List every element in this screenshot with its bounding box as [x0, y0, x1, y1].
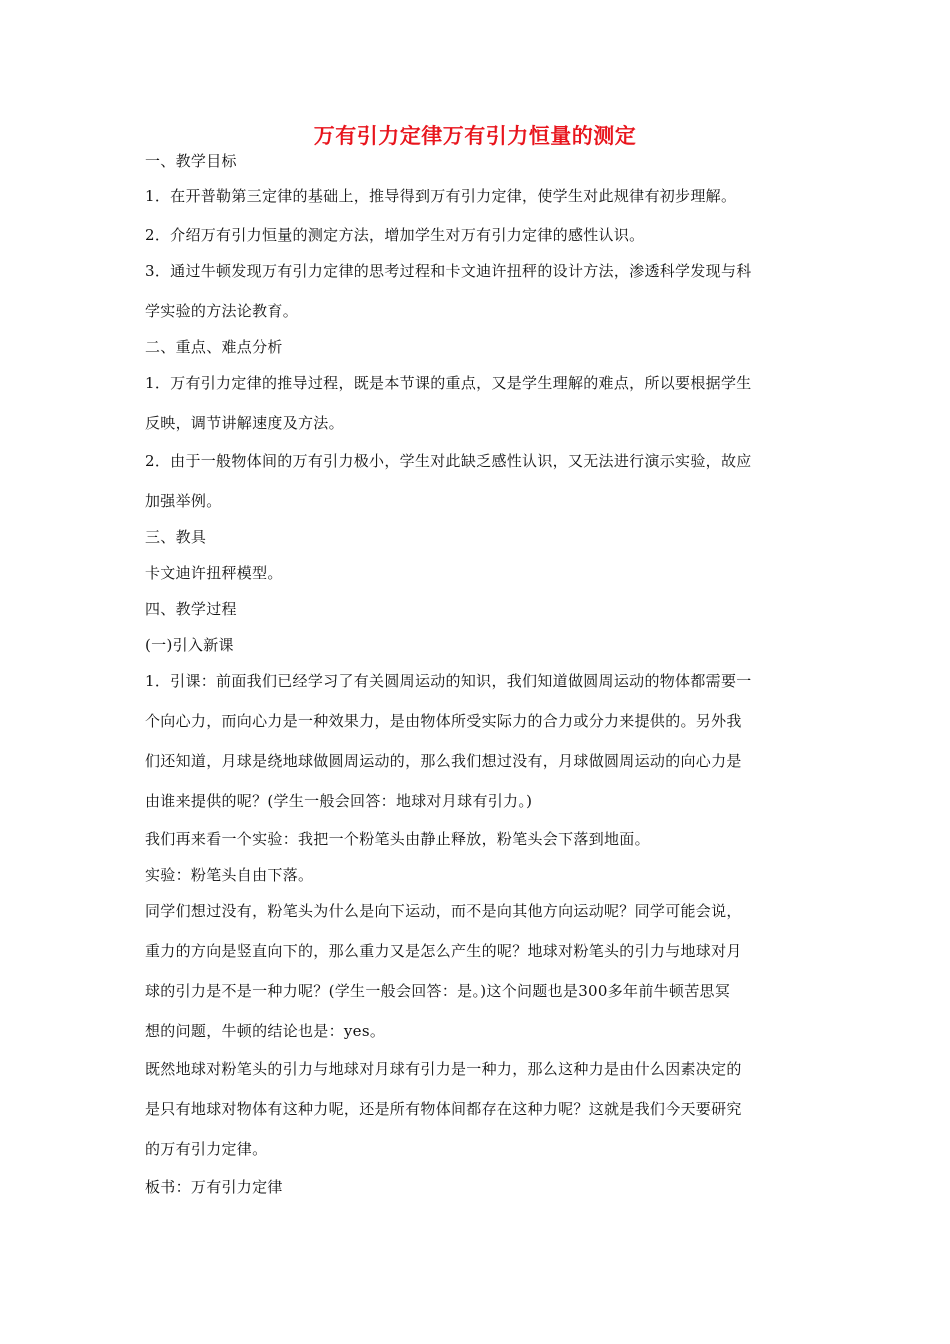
- section-heading-teaching-aids: 三、教具: [145, 528, 207, 546]
- paragraph-line: 由谁来提供的呢？(学生一般会回答：地球对月球有引力。): [145, 792, 533, 810]
- paragraph-line: 学实验的方法论教育。: [145, 302, 299, 320]
- paragraph-line: 想的问题，牛顿的结论也是：yes。: [145, 1022, 386, 1040]
- section-heading-key-points: 二、重点、难点分析: [145, 338, 283, 356]
- paragraph-line: 个向心力，而向心力是一种效果力，是由物体所受实际力的合力或分力来提供的。另外我: [145, 712, 742, 730]
- document-title: 万有引力定律万有引力恒量的测定: [313, 123, 637, 148]
- paragraph-line: 1．引课：前面我们已经学习了有关圆周运动的知识，我们知道做圆周运动的物体都需要一: [145, 672, 752, 690]
- paragraph-line: 板书：万有引力定律: [145, 1178, 283, 1196]
- paragraph-line: 加强举例。: [145, 492, 222, 510]
- paragraph-line: 的万有引力定律。: [145, 1140, 268, 1158]
- paragraph-line: 2．介绍万有引力恒量的测定方法，增加学生对万有引力定律的感性认识。: [145, 226, 645, 244]
- paragraph-line: 反映，调节讲解速度及方法。: [145, 414, 344, 432]
- paragraph-line: 球的引力是不是一种力呢？(学生一般会回答：是。)这个问题也是300多年前牛顿苦思冥: [145, 982, 731, 1000]
- paragraph-line: 2．由于一般物体间的万有引力极小，学生对此缺乏感性认识，又无法进行演示实验，故应: [145, 452, 752, 470]
- section-heading-objectives: 一、教学目标: [145, 152, 237, 170]
- paragraph-line: 卡文迪许扭秤模型。: [145, 564, 283, 582]
- paragraph-line: 同学们想过没有，粉笔头为什么是向下运动，而不是向其他方向运动呢？同学可能会说，: [145, 902, 742, 920]
- paragraph-line: 3．通过牛顿发现万有引力定律的思考过程和卡文迪许扭秤的设计方法，渗透科学发现与科: [145, 262, 752, 280]
- paragraph-line: 们还知道，月球是绕地球做圆周运动的，那么我们想过没有，月球做圆周运动的向心力是: [145, 752, 742, 770]
- paragraph-line: 1．在开普勒第三定律的基础上，推导得到万有引力定律，使学生对此规律有初步理解。: [145, 187, 737, 205]
- paragraph-line: 我们再来看一个实验：我把一个粉笔头由静止释放，粉笔头会下落到地面。: [145, 830, 650, 848]
- paragraph-line: 重力的方向是竖直向下的，那么重力又是怎么产生的呢？地球对粉笔头的引力与地球对月: [145, 942, 742, 960]
- section-heading-teaching-process: 四、教学过程: [145, 600, 237, 618]
- paragraph-line: 既然地球对粉笔头的引力与地球对月球有引力是一种力，那么这种力是由什么因素决定的: [145, 1060, 742, 1078]
- paragraph-line: 是只有地球对物体有这种力呢，还是所有物体间都存在这种力呢？这就是我们今天要研究: [145, 1100, 742, 1118]
- subsection-heading-intro: (一)引入新课: [145, 636, 234, 654]
- paragraph-line: 1．万有引力定律的推导过程，既是本节课的重点，又是学生理解的难点，所以要根据学生: [145, 374, 752, 392]
- paragraph-line: 实验：粉笔头自由下落。: [145, 866, 314, 884]
